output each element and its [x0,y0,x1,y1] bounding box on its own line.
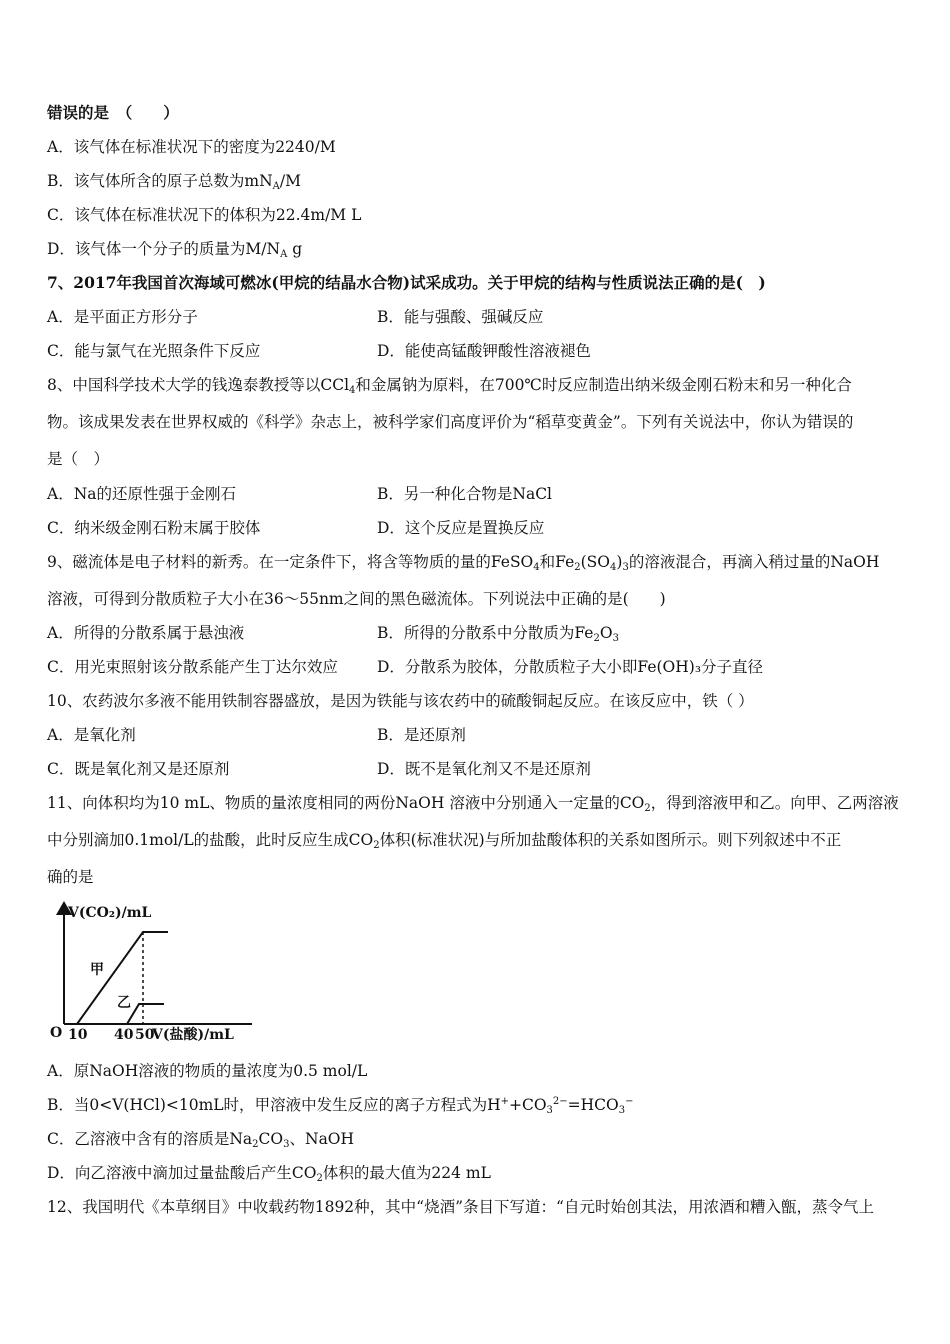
q9-stem-line2: 溶液，可得到分散质粒子大小在36～55nm之间的黑色磁流体。下列说法中正确的是( ) [47,590,666,608]
q10-option-d: D．既不是氧化剂又不是还原剂 [377,760,591,778]
x-tick-40: 40 [114,1027,134,1043]
x-tick-50: 50 [135,1027,155,1043]
q8-option-c: C．纳米级金刚石粉末属于胶体 [47,519,261,537]
q11-option-c: C．乙溶液中含有的溶质是$Na_2CO_3$、NaOH [47,1130,355,1150]
q7-option-c: C．能与氯气在光照条件下反应 [47,342,261,360]
q6-option-a: A．该气体在标准状况下的密度为2240/M [47,138,336,156]
q10-option-a: A．是氧化剂 [47,726,136,744]
q8-stem-line1: 8、中国科学技术大学的钱逸泰教授等以CCl$_4$和金属钠为原料，在700℃时反应制造出纳米级金刚石粉末和另一种化合 [47,376,852,396]
curve-yi-label: 乙 [117,995,131,1011]
q8-stem-line3: 是（ ） [47,450,110,468]
q10-stem: 10、农药波尔多液不能用铁制容器盛放，是因为铁能与该农药中的硫酸铜起反应。在该反应中，铁（ ） [47,692,754,710]
q11-graph [46,897,266,1047]
q11-option-d: D．向乙溶液中滴加过量盐酸后产生$CO_2$体积的最大值为224 mL [47,1164,491,1184]
q6-stem-tail: 错误的是 （ ） [47,103,179,122]
q11-option-b: B．当0<V(HCl)<10mL时，甲溶液中发生反应的离子方程式为$H^++CO_3^{2-}=HCO_3^-$ [47,1096,634,1116]
curve-jia-label: 甲 [90,962,104,978]
q9-option-b: B．所得的分散系中分散质为$Fe_2O_3$ [377,624,619,644]
q9-option-d: D．分散系为胶体，分散质粒子大小即Fe(OH)₃分子直径 [377,658,764,676]
q12-stem: 12、我国明代《本草纲目》中收载药物1892种，其中“烧酒”条目下写道：“自元时始创其法，用浓酒和糟入甑，蒸令气上 [47,1198,874,1216]
q11-stem-line2: 中分别滴加0.1mol/L的盐酸，此时反应生成$CO_2$体积(标准状况)与所加盐酸体积的关系如图所示。则下列叙述中不正 [47,831,842,851]
q6-option-d: D．该气体一个分子的质量为$M/N_A$ g [47,240,303,260]
q7-option-d: D．能使高锰酸钾酸性溶液褪色 [377,342,591,360]
y-axis-label: V(CO₂)/mL [68,905,152,921]
x-tick-10: 10 [68,1027,88,1043]
origin-label: O [50,1025,63,1041]
q8-option-a: A．Na的还原性强于金刚石 [47,485,236,503]
q9-option-a: A．所得的分散系属于悬浊液 [47,624,245,642]
q10-option-b: B．是还原剂 [377,726,466,744]
q7-option-b: B．能与强酸、强碱反应 [377,308,544,326]
q11-stem-line1: 11、向体积均为10 mL、物质的量浓度相同的两份NaOH 溶液中分别通入一定量的$CO_2$，得到溶液甲和乙。向甲、乙两溶液 [47,794,899,814]
q9-stem-line1: 9、磁流体是电子材料的新秀。在一定条件下，将含等物质的量的FeSO$_4$和$Fe_2(SO_4)_3$的溶液混合，再滴入稍过量的NaOH [47,553,880,573]
q11-graph-svg [46,897,266,1047]
q6-option-b: B．该气体所含的原子总数为$mN_A/M$ [47,172,301,192]
q7-option-a: A．是平面正方形分子 [47,308,198,326]
q7-stem: 7、2017年我国首次海域可燃冰(甲烷的结晶水合物)试采成功。关于甲烷的结构与性质说法正确的是( ) [47,273,766,292]
q8-option-b: B．另一种化合物是NaCl [377,485,553,503]
q10-option-c: C．既是氧化剂又是还原剂 [47,760,230,778]
q8-stem-line2: 物。该成果发表在世界权威的《科学》杂志上，被科学家们高度评价为“稻草变黄金”。下列有关说法中，你认为错误的 [47,413,854,431]
q8-option-d: D．这个反应是置换反应 [377,519,545,537]
curve-yi [127,1004,164,1024]
x-axis-label: V(盐酸)/mL [152,1027,234,1043]
q6-option-c: C．该气体在标准状况下的体积为22.4m/M L [47,206,362,224]
q11-option-a: A．原NaOH溶液的物质的量浓度为0.5 mol/L [47,1062,368,1080]
q11-stem-line3: 确的是 [47,868,94,886]
q9-option-c: C．用光束照射该分散系能产生丁达尔效应 [47,658,338,676]
